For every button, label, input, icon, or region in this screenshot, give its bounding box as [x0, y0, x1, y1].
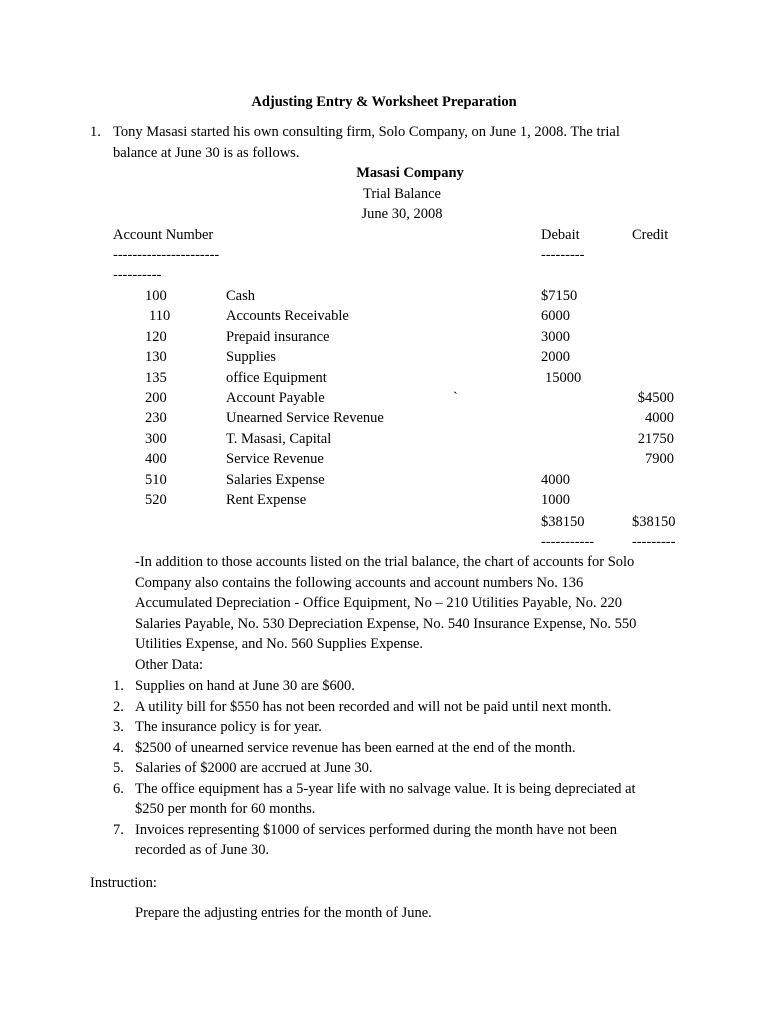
- account-number: 100: [145, 288, 167, 304]
- header-debit: Debait: [541, 227, 580, 243]
- account-name: Accounts Receivable: [226, 308, 349, 325]
- other-data-number: 7.: [113, 821, 124, 838]
- header-dash-account: ----------------------: [113, 247, 220, 263]
- credit-amount: 21750: [637, 430, 674, 447]
- credit-amount: $4500: [637, 390, 674, 406]
- debit-amount: 2000: [541, 349, 570, 366]
- debit-amount: 15000: [545, 369, 582, 386]
- credit-amount: 4000: [645, 410, 674, 427]
- instruction-label: Instruction:: [90, 875, 157, 891]
- additional-info-line: Salaries Payable, No. 530 Depreciation Expense, No. 540 Insurance Expense, No. 550: [135, 615, 637, 632]
- other-data-text: The office equipment has a 5-year life with no salvage value. It is being depreciated at: [135, 780, 636, 797]
- account-name: Prepaid insurance: [226, 328, 330, 345]
- page-title: Adjusting Entry & Worksheet Preparation: [251, 94, 517, 110]
- account-number: 120: [145, 328, 167, 345]
- other-data-text: A utility bill for $550 has not been recorded and will not be paid until next month.: [135, 698, 612, 715]
- account-name: Cash: [226, 288, 255, 304]
- additional-info-line: Accumulated Depreciation - Office Equipment, No – 210 Utilities Payable, No. 220: [135, 595, 622, 612]
- account-number: 130: [145, 349, 167, 366]
- total-dash-credit: ---------: [632, 534, 676, 550]
- other-data-number: 3.: [113, 719, 124, 735]
- other-data-text: Invoices representing $1000 of services performed during the month have not been: [135, 821, 617, 838]
- account-name: T. Masasi, Capital: [226, 430, 332, 447]
- other-data-text: recorded as of June 30.: [135, 842, 270, 858]
- instruction-text: Prepare the adjusting entries for the month of June.: [135, 905, 432, 921]
- additional-info-line: Company also contains the following accounts and account numbers No. 136: [135, 574, 584, 591]
- company-name: Masasi Company: [356, 165, 464, 181]
- other-data-text: Supplies on hand at June 30 are $600.: [135, 678, 355, 694]
- account-name: Rent Expense: [226, 492, 307, 508]
- total-dash-debit: -----------: [541, 534, 595, 550]
- account-number: 200: [145, 390, 167, 406]
- account-name: Salaries Expense: [226, 471, 325, 488]
- other-data-text: $2500 of unearned service revenue has been earned at the end of the month.: [135, 739, 576, 756]
- problem-intro-line-2: balance at June 30 is as follows.: [113, 145, 300, 161]
- total-debit: $38150: [541, 514, 585, 530]
- account-name: Service Revenue: [226, 451, 324, 468]
- other-data-label: Other Data:: [135, 657, 204, 673]
- other-data-number: 6.: [113, 780, 124, 797]
- problem-number: 1.: [90, 124, 101, 140]
- account-number: 300: [145, 430, 167, 447]
- statement-date: June 30, 2008: [361, 206, 443, 222]
- account-number: 230: [145, 410, 167, 427]
- account-name: Supplies: [226, 349, 276, 366]
- statement-name: Trial Balance: [363, 186, 441, 202]
- other-data-number: 1.: [113, 678, 124, 694]
- other-data-number: 5.: [113, 760, 124, 776]
- other-data-number: 2.: [113, 698, 124, 715]
- other-data-text: The insurance policy is for year.: [135, 719, 322, 735]
- header-dash-account-wrap: ----------: [113, 267, 162, 283]
- problem-intro-line-1: Tony Masasi started his own consulting firm, Solo Company, on June 1, 2008. The trial: [113, 124, 620, 140]
- additional-info-line: Utilities Expense, and No. 560 Supplies Expense.: [135, 636, 423, 653]
- credit-amount: 7900: [645, 451, 674, 468]
- debit-amount: 3000: [541, 328, 570, 345]
- account-name: Unearned Service Revenue: [226, 410, 384, 427]
- debit-amount: 4000: [541, 471, 570, 488]
- header-account-number: Account Number: [113, 227, 214, 243]
- account-name: office Equipment: [226, 369, 327, 386]
- other-data-text: Salaries of $2000 are accrued at June 30.: [135, 760, 373, 776]
- header-dash-debit: ---------: [541, 247, 585, 263]
- other-data-text: $250 per month for 60 months.: [135, 801, 316, 817]
- account-number: 110: [149, 308, 171, 325]
- debit-amount: 6000: [541, 308, 570, 325]
- debit-amount: $7150: [541, 288, 578, 304]
- account-number: 520: [145, 492, 167, 508]
- account-number: 135: [145, 369, 167, 386]
- total-credit: $38150: [632, 514, 676, 530]
- account-name: Account Payable: [226, 390, 325, 406]
- account-number: 510: [145, 471, 167, 488]
- stray-mark: `: [453, 390, 458, 406]
- other-data-number: 4.: [113, 739, 124, 756]
- account-number: 400: [145, 451, 167, 468]
- debit-amount: 1000: [541, 492, 570, 508]
- additional-info-line: -In addition to those accounts listed on the trial balance, the chart of accounts for Solo: [135, 554, 635, 570]
- header-credit: Credit: [632, 227, 669, 243]
